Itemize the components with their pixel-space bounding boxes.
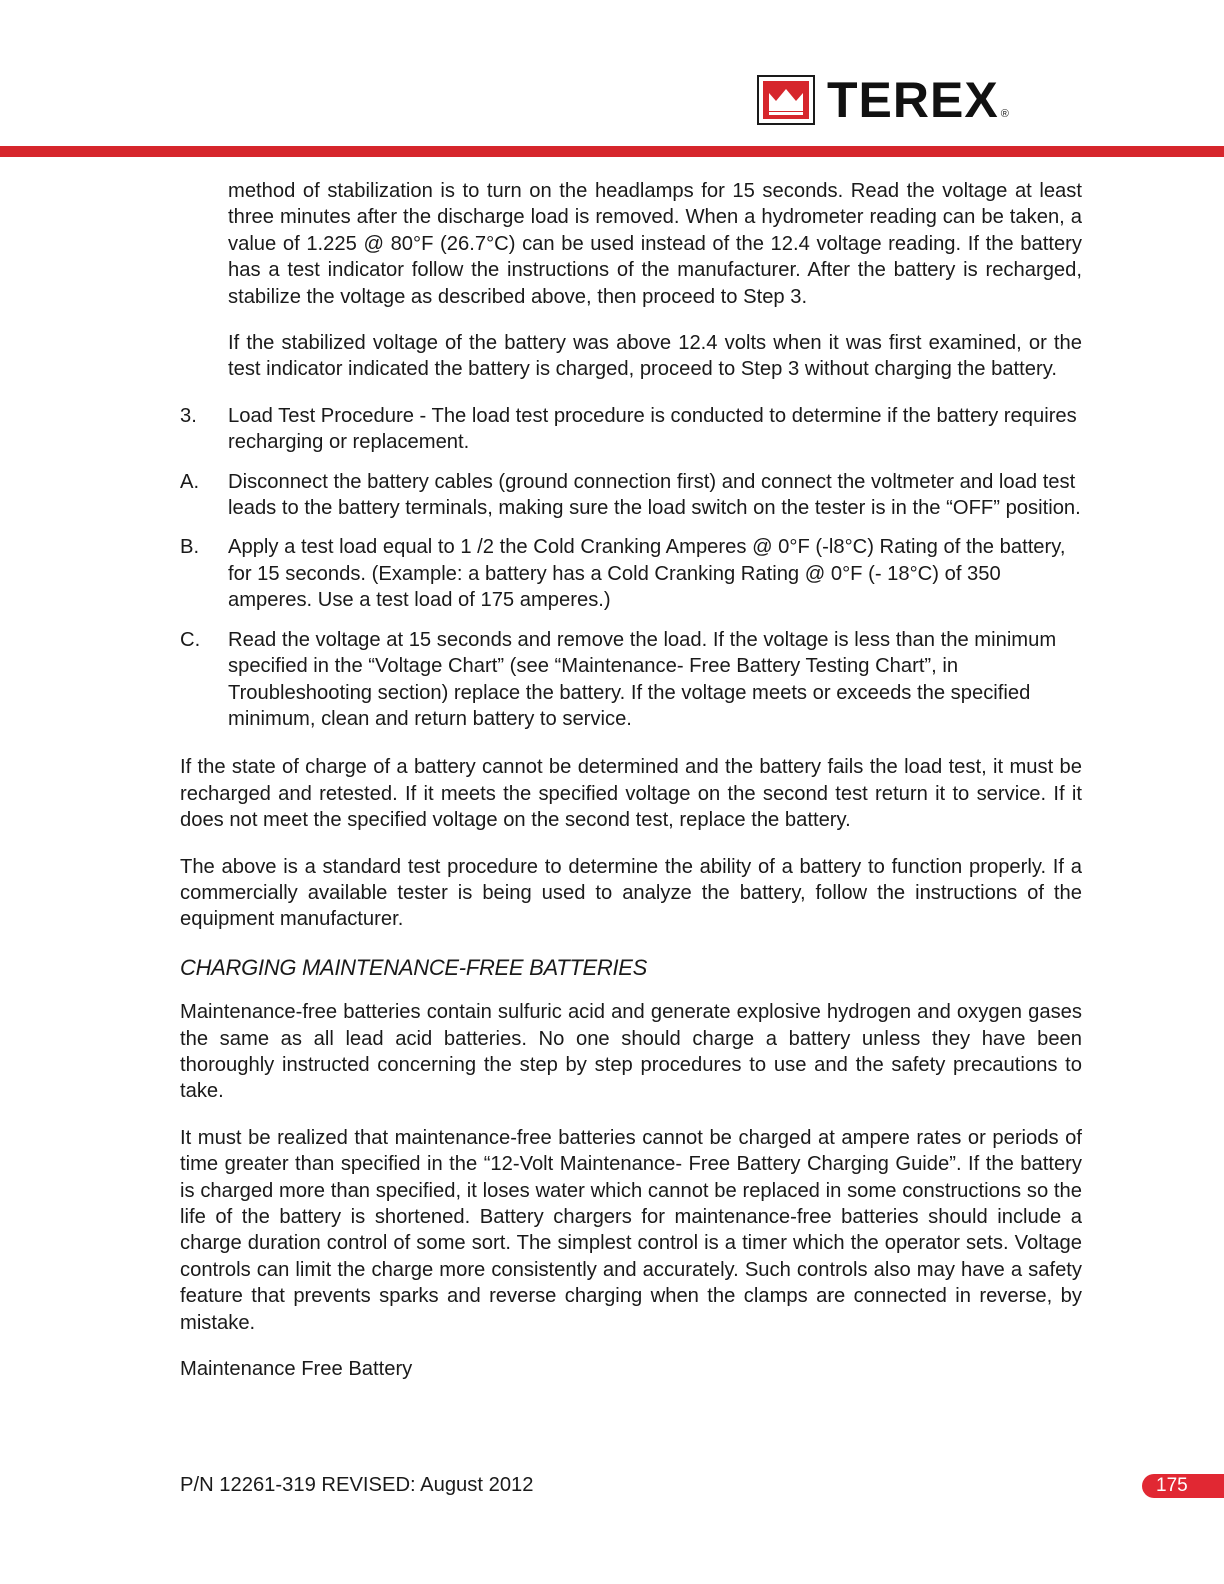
paragraph-load-test-fail: If the state of charge of a battery cannot be determined and the battery fails the load test, it must be recharged and retested. If it meets the specified voltage on the second test return it to service. If it does not meet the specified voltage on the second test, replace the battery.	[180, 756, 1082, 832]
step-label: B.	[180, 536, 200, 559]
paragraph-safety: Maintenance-free batteries contain sulfuric acid and generate explosive hydrogen and oxygen gases the same as all lead acid batteries. No one should charge a battery unless they have been thoroughly instructed concerning the step by step procedures to use and the safety precautions to take.	[180, 1001, 1082, 1103]
crown-icon	[757, 75, 815, 125]
registered-mark: ®	[1000, 108, 1009, 120]
page-body	[180, 178, 1082, 1402]
step-item	[180, 534, 1082, 613]
step-item	[180, 403, 1082, 456]
logo-wordmark: TEREX	[827, 72, 999, 128]
step-text: Disconnect the battery cables (ground connection first) and connect the voltmeter and load test leads to the battery terminals, making sure the load switch on the tester is in the “OFF” position.	[228, 470, 1081, 520]
step-label: 3.	[180, 404, 197, 427]
paragraph-figure-caption: Maintenance Free Battery	[180, 1358, 413, 1381]
step-label: A.	[180, 470, 200, 493]
step-text: Load Test Procedure - The load test procedure is conducted to determine if the battery requires recharging or replacement.	[228, 404, 1077, 454]
step-item	[180, 469, 1082, 522]
step-item	[180, 627, 1082, 733]
page-number-badge: 175	[1142, 1474, 1224, 1498]
paragraph-charging-rates: It must be realized that maintenance-free batteries cannot be charged at ampere rates or periods of time greater than specified in the “12-Volt Maintenance- Free Battery Charging Guide”. If the battery is charged more than specified, it loses water which cannot be replaced in some constructions so the life of the battery is shortened. Battery chargers for maintenance-free batteries should include a charge duration control of some sort. The simplest control is a timer which the operator sets. Voltage controls can limit the charge more consistently and accurately. Such controls also may have a safety feature that prevents sparks and reverse charging when the clamps are connected in reverse, by mistake.	[180, 1126, 1082, 1334]
step-text: Apply a test load equal to 1 /2 the Cold Cranking Amperes @ 0°F (-l8°C) Rating of the battery, for 15 seconds. (Example: a battery has a Cold Cranking Rating @ 0°F (- 18°C) of 350 amperes. Use a test load of 175 amperes.)	[228, 536, 1066, 612]
step-label: C.	[180, 628, 201, 651]
terex-logo	[757, 72, 1009, 128]
header-divider	[0, 146, 1224, 157]
section-heading: CHARGING MAINTENANCE-FREE BATTERIES	[180, 954, 648, 980]
step-text: Read the voltage at 15 seconds and remove the load. If the voltage is less than the minimum specified in the “Voltage Chart” (see “Maintenance- Free Battery Testing Chart”, in Troubleshooting section) replace the battery. If the voltage meets or exceeds the specified minimum, clean and return battery to service.	[228, 628, 1057, 730]
paragraph-standard-procedure: The above is a standard test procedure to determine the ability of a battery to function properly. If a commercially available tester is being used to analyze the battery, follow the instructions of the equipment manufacturer.	[180, 855, 1082, 931]
paragraph-stabilization: method of stabilization is to turn on the headlamps for 15 seconds. Read the voltage at least three minutes after the discharge load is removed. When a hydrometer reading can be taken, a value of 1.225 @ 80°F (26.7°C) can be used instead of the 12.4 voltage reading. If the battery has a test indicator follow the instructions of the manufacturer. After the battery is recharged, stabilize the voltage as described above, then proceed to Step 3.	[228, 180, 1082, 308]
footer-part-number: P/N 12261-319 REVISED: August 2012	[180, 1474, 534, 1496]
paragraph-stabilized-voltage: If the stabilized voltage of the battery was above 12.4 volts when it was first examined, or the test indicator indicated the battery is charged, proceed to Step 3 without charging the battery.	[228, 332, 1082, 381]
